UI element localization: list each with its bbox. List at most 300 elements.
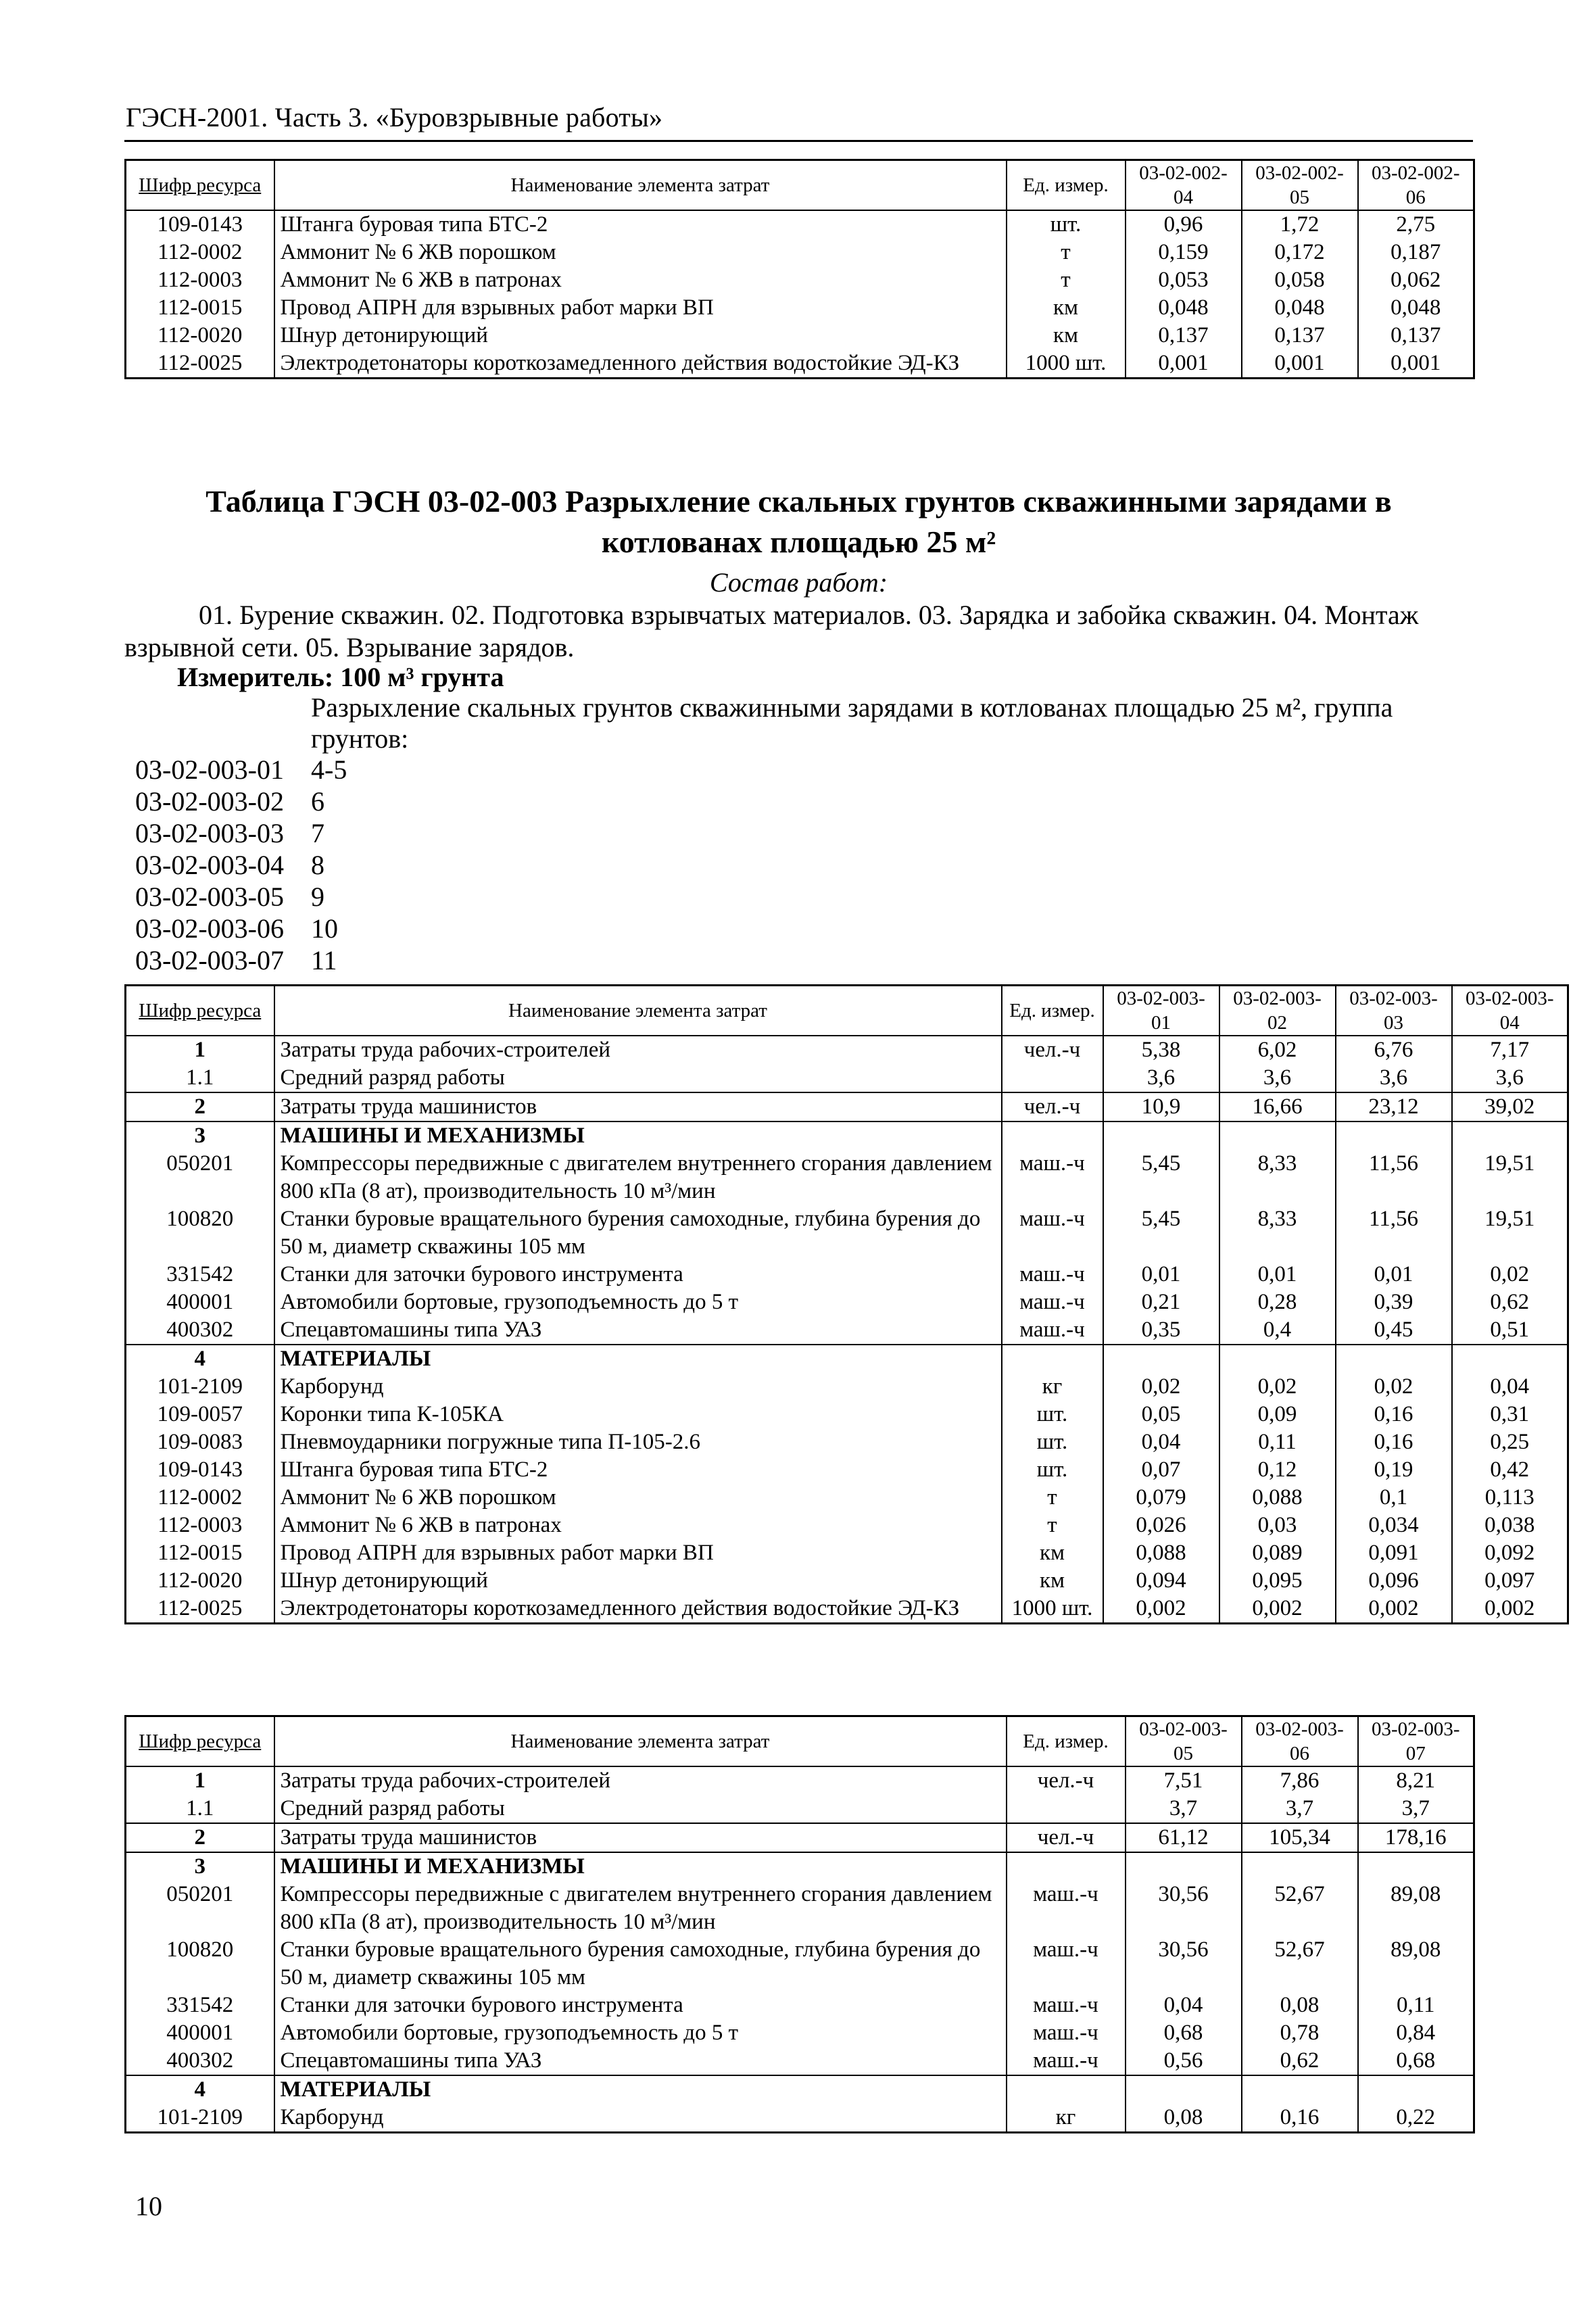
table-row xyxy=(126,1795,1474,1823)
resource-code: 109-0143 xyxy=(126,210,274,239)
unit: шт. xyxy=(1002,1456,1103,1484)
cost-element-name: Спецавтомашины типа УАЗ xyxy=(274,1316,1002,1345)
soil-group: 4-5 xyxy=(311,754,347,785)
norm-value: 0,07 xyxy=(1103,1456,1219,1484)
norm-value: 0,159 xyxy=(1126,239,1242,266)
unit: маш.-ч xyxy=(1007,1936,1126,1992)
code-list-row xyxy=(135,754,347,786)
unit: кг xyxy=(1007,2104,1126,2133)
header-name: Наименование элемента затрат xyxy=(274,1716,1007,1767)
resource-code: 112-0020 xyxy=(126,322,274,349)
norm-value: 0,089 xyxy=(1219,1539,1336,1567)
table-row xyxy=(126,1766,1474,1795)
norm-value: 0,088 xyxy=(1103,1539,1219,1567)
norm-value: 0,01 xyxy=(1336,1261,1452,1288)
page-number: 10 xyxy=(135,2191,162,2221)
measure-value: 100 м³ грунта xyxy=(340,662,504,692)
norm-value: 0,095 xyxy=(1219,1567,1336,1595)
cost-element-name: МАШИНЫ И МЕХАНИЗМЫ xyxy=(274,1121,1002,1150)
unit xyxy=(1007,1795,1126,1823)
norm-value xyxy=(1219,1345,1336,1373)
unit: км xyxy=(1002,1539,1103,1567)
table-row xyxy=(126,1456,1568,1484)
norm-value: 0,45 xyxy=(1336,1316,1452,1345)
resource-code: 109-0057 xyxy=(126,1401,274,1428)
norm-value: 0,68 xyxy=(1126,2019,1242,2047)
norm-value: 0,097 xyxy=(1452,1567,1568,1595)
norm-value: 3,6 xyxy=(1336,1064,1452,1092)
norm-value: 30,56 xyxy=(1126,1881,1242,1936)
table-row xyxy=(126,239,1474,266)
resource-code: 100820 xyxy=(126,1205,274,1261)
cost-element-name: Автомобили бортовые, грузоподъемность до 5 т xyxy=(274,1288,1002,1316)
norm-value: 105,34 xyxy=(1242,1823,1358,1852)
norm-value: 3,7 xyxy=(1242,1795,1358,1823)
norm-value: 0,079 xyxy=(1103,1484,1219,1512)
norm-value xyxy=(1336,1121,1452,1150)
norm-value: 0,048 xyxy=(1358,294,1474,322)
norm-value: 0,62 xyxy=(1452,1288,1568,1316)
table-row xyxy=(126,1512,1568,1539)
unit: маш.-ч xyxy=(1002,1261,1103,1288)
cost-element-name: МАТЕРИАЛЫ xyxy=(274,1345,1002,1373)
table-row xyxy=(126,294,1474,322)
norm-value: 0,39 xyxy=(1336,1288,1452,1316)
resource-code: 112-0015 xyxy=(126,294,274,322)
cost-element-name: Затраты труда рабочих-строителей xyxy=(274,1766,1007,1795)
header-rule xyxy=(124,140,1473,142)
table-title: Таблица ГЭСН 03-02-003 Разрыхление скальных грунтов скважинными зарядами в котлованах площадью 25 м² xyxy=(205,484,1392,559)
table-row xyxy=(126,2075,1474,2104)
norm-value: 5,45 xyxy=(1103,1205,1219,1261)
table-row xyxy=(126,2104,1474,2133)
table-row xyxy=(126,1316,1568,1345)
norm-value: 19,51 xyxy=(1452,1205,1568,1261)
norm-value: 7,86 xyxy=(1242,1766,1358,1795)
norm-value xyxy=(1358,1852,1474,1881)
header-unit: Ед. измер. xyxy=(1007,1716,1126,1767)
norm-value: 7,17 xyxy=(1452,1036,1568,1064)
norm-value: 23,12 xyxy=(1336,1092,1452,1121)
norm-value: 0,04 xyxy=(1126,1992,1242,2019)
table-row xyxy=(126,1373,1568,1401)
norm-value: 89,08 xyxy=(1358,1881,1474,1936)
table-row xyxy=(126,1205,1568,1261)
norm-value: 0,11 xyxy=(1219,1428,1336,1456)
resource-code: 101-2109 xyxy=(126,2104,274,2133)
norm-value: 6,02 xyxy=(1219,1036,1336,1064)
table-row xyxy=(126,1288,1568,1316)
norm-value: 0,172 xyxy=(1242,239,1358,266)
norm-code: 03-02-003-04 xyxy=(135,850,284,880)
table-row xyxy=(126,1484,1568,1512)
norm-value: 0,001 xyxy=(1126,349,1242,379)
table-row xyxy=(126,1539,1568,1567)
norm-code: 03-02-003-01 xyxy=(135,754,284,785)
cost-element-name: Компрессоры передвижные с двигателем внутреннего сгорания давлением 800 кПа (8 ат), производительность 10 м³/мин xyxy=(274,1881,1007,1936)
resource-code: 112-0025 xyxy=(126,349,274,379)
soil-group: 8 xyxy=(311,850,324,880)
norm-value: 0,058 xyxy=(1242,266,1358,294)
norm-value: 0,062 xyxy=(1358,266,1474,294)
table-header-row xyxy=(126,986,1568,1036)
composition-text: 01. Бурение скважин. 02. Подготовка взрывчатых материалов. 03. Зарядка и забойка скважин. 04. Монтаж взрывной сети. 05. Взрывание зарядов. xyxy=(124,600,1419,662)
resource-code: 1.1 xyxy=(126,1064,274,1092)
resource-code: 112-0020 xyxy=(126,1567,274,1595)
norm-value: 0,08 xyxy=(1126,2104,1242,2133)
unit: маш.-ч xyxy=(1002,1288,1103,1316)
norm-value: 0,42 xyxy=(1452,1456,1568,1484)
cost-element-name: МАШИНЫ И МЕХАНИЗМЫ xyxy=(274,1852,1007,1881)
table-row xyxy=(126,1261,1568,1288)
table-row xyxy=(126,1992,1474,2019)
cost-element-name: Электродетонаторы короткозамедленного действия водостойкие ЭД-КЗ xyxy=(274,1595,1002,1624)
cost-table-003-part2 xyxy=(124,1715,1475,2133)
norm-value xyxy=(1126,2075,1242,2104)
norm-value xyxy=(1103,1345,1219,1373)
unit: км xyxy=(1007,322,1126,349)
norm-code: 03-02-003-06 xyxy=(135,913,284,944)
norm-value: 0,01 xyxy=(1219,1261,1336,1288)
norm-value: 0,28 xyxy=(1219,1288,1336,1316)
norm-value: 11,56 xyxy=(1336,1150,1452,1205)
norm-value: 3,6 xyxy=(1452,1064,1568,1092)
unit: маш.-ч xyxy=(1007,2019,1126,2047)
norm-value: 0,001 xyxy=(1358,349,1474,379)
norm-value: 6,76 xyxy=(1336,1036,1452,1064)
unit: шт. xyxy=(1007,210,1126,239)
resource-code: 2 xyxy=(126,1092,274,1121)
cost-element-name: Шнур детонирующий xyxy=(274,1567,1002,1595)
table-row xyxy=(126,1595,1568,1624)
soil-group: 11 xyxy=(311,945,337,975)
norm-value: 52,67 xyxy=(1242,1881,1358,1936)
composition-heading: Состав работ: xyxy=(709,567,888,598)
header-norm-code: 03-02-003-03 xyxy=(1336,986,1452,1036)
header-norm-code: 03-02-003-06 xyxy=(1242,1716,1358,1767)
norm-value: 0,16 xyxy=(1336,1428,1452,1456)
norm-value: 0,4 xyxy=(1219,1316,1336,1345)
norm-value: 0,092 xyxy=(1452,1539,1568,1567)
header-name: Наименование элемента затрат xyxy=(274,160,1007,211)
norm-value: 0,12 xyxy=(1219,1456,1336,1484)
table-row xyxy=(126,1936,1474,1992)
header-norm-code: 03-02-003-07 xyxy=(1358,1716,1474,1767)
cost-element-name: Карборунд xyxy=(274,1373,1002,1401)
cost-element-name: Пневмоударники погружные типа П-105-2.6 xyxy=(274,1428,1002,1456)
norm-value: 0,35 xyxy=(1103,1316,1219,1345)
table-row xyxy=(126,1150,1568,1205)
norm-value: 0,137 xyxy=(1242,322,1358,349)
unit xyxy=(1007,1852,1126,1881)
norm-value: 7,51 xyxy=(1126,1766,1242,1795)
unit: шт. xyxy=(1002,1401,1103,1428)
cost-element-name: Коронки типа К-105КА xyxy=(274,1401,1002,1428)
norm-value: 0,68 xyxy=(1358,2047,1474,2075)
table-row xyxy=(126,1823,1474,1852)
unit xyxy=(1002,1064,1103,1092)
table-row xyxy=(126,210,1474,239)
norm-value: 0,002 xyxy=(1452,1595,1568,1624)
resource-code: 050201 xyxy=(126,1881,274,1936)
cost-element-name: Провод АПРН для взрывных работ марки ВП xyxy=(274,294,1007,322)
resource-code: 400001 xyxy=(126,1288,274,1316)
resource-code: 1 xyxy=(126,1036,274,1064)
norm-value: 3,7 xyxy=(1126,1795,1242,1823)
header-norm-code: 03-02-002-05 xyxy=(1242,160,1358,211)
unit xyxy=(1002,1121,1103,1150)
unit: т xyxy=(1007,266,1126,294)
table-description: Разрыхление скальных грунтов скважинными зарядами в котлованах площадью 25 м², группа грунтов: xyxy=(311,692,1393,754)
norm-value: 0,137 xyxy=(1358,322,1474,349)
resource-code: 4 xyxy=(126,2075,274,2104)
resource-code: 050201 xyxy=(126,1150,274,1205)
resource-code: 3 xyxy=(126,1852,274,1881)
unit: т xyxy=(1002,1484,1103,1512)
norm-value: 3,6 xyxy=(1103,1064,1219,1092)
cost-element-name: Затраты труда машинистов xyxy=(274,1092,1002,1121)
norm-value: 0,16 xyxy=(1242,2104,1358,2133)
resource-code: 109-0143 xyxy=(126,1456,274,1484)
cost-element-name: Аммонит № 6 ЖВ порошком xyxy=(274,239,1007,266)
cost-element-name: Станки для заточки бурового инструмента xyxy=(274,1261,1002,1288)
code-list xyxy=(135,754,347,976)
norm-value: 0,187 xyxy=(1358,239,1474,266)
norm-value xyxy=(1358,2075,1474,2104)
norm-value: 0,02 xyxy=(1219,1373,1336,1401)
norm-value: 61,12 xyxy=(1126,1823,1242,1852)
unit: маш.-ч xyxy=(1002,1205,1103,1261)
soil-group: 6 xyxy=(311,786,324,817)
header-norm-code: 03-02-002-04 xyxy=(1126,160,1242,211)
resource-code: 400302 xyxy=(126,2047,274,2075)
header-norm-code: 03-02-002-06 xyxy=(1358,160,1474,211)
table-row xyxy=(126,1881,1474,1936)
table-row xyxy=(126,266,1474,294)
table-header-row xyxy=(126,1716,1474,1767)
resource-code: 331542 xyxy=(126,1992,274,2019)
unit: 1000 шт. xyxy=(1007,349,1126,379)
resource-code: 112-0015 xyxy=(126,1539,274,1567)
norm-value: 0,25 xyxy=(1452,1428,1568,1456)
resource-code: 4 xyxy=(126,1345,274,1373)
norm-value: 39,02 xyxy=(1452,1092,1568,1121)
cost-element-name: Карборунд xyxy=(274,2104,1007,2133)
cost-element-name: Штанга буровая типа БТС-2 xyxy=(274,1456,1002,1484)
resource-code: 1.1 xyxy=(126,1795,274,1823)
norm-value: 0,113 xyxy=(1452,1484,1568,1512)
norm-value: 0,08 xyxy=(1242,1992,1358,2019)
norm-value: 0,02 xyxy=(1103,1373,1219,1401)
resource-code: 112-0002 xyxy=(126,239,274,266)
norm-value: 10,9 xyxy=(1103,1092,1219,1121)
cost-element-name: Станки для заточки бурового инструмента xyxy=(274,1992,1007,2019)
norm-value xyxy=(1242,1852,1358,1881)
norm-value: 89,08 xyxy=(1358,1936,1474,1992)
norm-value: 178,16 xyxy=(1358,1823,1474,1852)
norm-value: 0,96 xyxy=(1126,210,1242,239)
cost-element-name: Станки буровые вращательного бурения самоходные, глубина бурения до 50 м, диаметр скважины 105 мм xyxy=(274,1936,1007,1992)
table-row xyxy=(126,1064,1568,1092)
norm-value: 0,094 xyxy=(1103,1567,1219,1595)
norm-value: 0,16 xyxy=(1336,1401,1452,1428)
header-code: Шифр ресурса xyxy=(126,160,274,211)
cost-element-name: Компрессоры передвижные с двигателем внутреннего сгорания давлением 800 кПа (8 ат), производительность 10 м³/мин xyxy=(274,1150,1002,1205)
unit: шт. xyxy=(1002,1428,1103,1456)
cost-element-name: Аммонит № 6 ЖВ в патронах xyxy=(274,266,1007,294)
norm-value: 0,034 xyxy=(1336,1512,1452,1539)
resource-code: 331542 xyxy=(126,1261,274,1288)
norm-value: 0,62 xyxy=(1242,2047,1358,2075)
resource-code: 112-0002 xyxy=(126,1484,274,1512)
norm-value: 19,51 xyxy=(1452,1150,1568,1205)
cost-element-name: Штанга буровая типа БТС-2 xyxy=(274,210,1007,239)
cost-element-name: Провод АПРН для взрывных работ марки ВП xyxy=(274,1539,1002,1567)
norm-value: 0,21 xyxy=(1103,1288,1219,1316)
norm-value: 5,45 xyxy=(1103,1150,1219,1205)
norm-value: 0,001 xyxy=(1242,349,1358,379)
unit: км xyxy=(1007,294,1126,322)
table-row xyxy=(126,349,1474,379)
norm-value: 0,137 xyxy=(1126,322,1242,349)
code-list-row xyxy=(135,817,347,849)
cost-element-name: Автомобили бортовые, грузоподъемность до 5 т xyxy=(274,2019,1007,2047)
resource-code: 400001 xyxy=(126,2019,274,2047)
table-row xyxy=(126,1401,1568,1428)
unit: чел.-ч xyxy=(1007,1766,1126,1795)
header-norm-code: 03-02-003-05 xyxy=(1126,1716,1242,1767)
table-row xyxy=(126,1092,1568,1121)
norm-value: 0,84 xyxy=(1358,2019,1474,2047)
norm-value: 1,72 xyxy=(1242,210,1358,239)
norm-value xyxy=(1336,1345,1452,1373)
resource-code: 2 xyxy=(126,1823,274,1852)
norm-value: 0,03 xyxy=(1219,1512,1336,1539)
norm-value: 8,21 xyxy=(1358,1766,1474,1795)
norm-value: 3,6 xyxy=(1219,1064,1336,1092)
norm-value: 0,002 xyxy=(1219,1595,1336,1624)
norm-value: 3,7 xyxy=(1358,1795,1474,1823)
resource-code: 109-0083 xyxy=(126,1428,274,1456)
norm-value xyxy=(1452,1121,1568,1150)
cost-element-name: Электродетонаторы короткозамедленного действия водостойкие ЭД-КЗ xyxy=(274,349,1007,379)
norm-value xyxy=(1126,1852,1242,1881)
norm-value: 2,75 xyxy=(1358,210,1474,239)
resource-code: 101-2109 xyxy=(126,1373,274,1401)
norm-value: 0,1 xyxy=(1336,1484,1452,1512)
cost-element-name: Аммонит № 6 ЖВ в патронах xyxy=(274,1512,1002,1539)
unit: маш.-ч xyxy=(1007,2047,1126,2075)
unit: кг xyxy=(1002,1373,1103,1401)
norm-value: 11,56 xyxy=(1336,1205,1452,1261)
resource-code: 400302 xyxy=(126,1316,274,1345)
norm-value: 0,56 xyxy=(1126,2047,1242,2075)
resource-code: 112-0003 xyxy=(126,266,274,294)
code-list-row xyxy=(135,881,347,913)
soil-group: 10 xyxy=(311,913,338,944)
code-list-row xyxy=(135,786,347,817)
unit: км xyxy=(1002,1567,1103,1595)
norm-value: 0,01 xyxy=(1103,1261,1219,1288)
code-list-row xyxy=(135,849,347,881)
norm-value: 0,11 xyxy=(1358,1992,1474,2019)
cost-element-name: МАТЕРИАЛЫ xyxy=(274,2075,1007,2104)
soil-group: 7 xyxy=(311,818,324,848)
norm-value: 0,096 xyxy=(1336,1567,1452,1595)
unit: маш.-ч xyxy=(1002,1150,1103,1205)
norm-value: 0,02 xyxy=(1452,1261,1568,1288)
norm-value: 0,026 xyxy=(1103,1512,1219,1539)
header-norm-code: 03-02-003-02 xyxy=(1219,986,1336,1036)
norm-value: 30,56 xyxy=(1126,1936,1242,1992)
cost-element-name: Затраты труда рабочих-строителей xyxy=(274,1036,1002,1064)
norm-value: 0,002 xyxy=(1103,1595,1219,1624)
norm-value: 0,19 xyxy=(1336,1456,1452,1484)
table-row xyxy=(126,1567,1568,1595)
cost-element-name: Средний разряд работы xyxy=(274,1064,1002,1092)
resource-code: 1 xyxy=(126,1766,274,1795)
table-row xyxy=(126,322,1474,349)
norm-code: 03-02-003-03 xyxy=(135,818,284,848)
table-row xyxy=(126,2047,1474,2075)
norm-value: 0,048 xyxy=(1242,294,1358,322)
soil-group: 9 xyxy=(311,882,324,912)
resource-code: 112-0025 xyxy=(126,1595,274,1624)
cost-element-name: Станки буровые вращательного бурения самоходные, глубина бурения до 50 м, диаметр скважины 105 мм xyxy=(274,1205,1002,1261)
norm-value: 0,091 xyxy=(1336,1539,1452,1567)
norm-value: 16,66 xyxy=(1219,1092,1336,1121)
unit: 1000 шт. xyxy=(1002,1595,1103,1624)
norm-code: 03-02-003-07 xyxy=(135,945,284,975)
norm-value: 0,002 xyxy=(1336,1595,1452,1624)
norm-value: 0,04 xyxy=(1452,1373,1568,1401)
norm-value: 8,33 xyxy=(1219,1150,1336,1205)
table-row xyxy=(126,1121,1568,1150)
norm-value xyxy=(1219,1121,1336,1150)
table-header-row xyxy=(126,160,1474,211)
norm-value: 0,51 xyxy=(1452,1316,1568,1345)
resource-code: 3 xyxy=(126,1121,274,1150)
norm-value: 8,33 xyxy=(1219,1205,1336,1261)
code-list-row xyxy=(135,944,347,976)
norm-value: 0,053 xyxy=(1126,266,1242,294)
header-norm-code: 03-02-003-01 xyxy=(1103,986,1219,1036)
cost-element-name: Средний разряд работы xyxy=(274,1795,1007,1823)
header-code: Шифр ресурса xyxy=(126,1716,274,1767)
unit xyxy=(1002,1345,1103,1373)
norm-code: 03-02-003-05 xyxy=(135,882,284,912)
norm-value xyxy=(1452,1345,1568,1373)
table-row xyxy=(126,1852,1474,1881)
norm-value: 52,67 xyxy=(1242,1936,1358,1992)
cost-element-name: Затраты труда машинистов xyxy=(274,1823,1007,1852)
cost-element-name: Аммонит № 6 ЖВ порошком xyxy=(274,1484,1002,1512)
table-row xyxy=(126,1345,1568,1373)
measure-line xyxy=(177,661,504,693)
table-row xyxy=(126,1036,1568,1064)
resource-code: 100820 xyxy=(126,1936,274,1992)
unit: чел.-ч xyxy=(1007,1823,1126,1852)
unit: т xyxy=(1007,239,1126,266)
cost-element-name: Спецавтомашины типа УАЗ xyxy=(274,2047,1007,2075)
norm-value: 0,09 xyxy=(1219,1401,1336,1428)
header-unit: Ед. измер. xyxy=(1002,986,1103,1036)
norm-value: 0,02 xyxy=(1336,1373,1452,1401)
norm-value: 0,31 xyxy=(1452,1401,1568,1428)
norm-value: 0,05 xyxy=(1103,1401,1219,1428)
cost-table-002 xyxy=(124,159,1475,379)
resource-code: 112-0003 xyxy=(126,1512,274,1539)
